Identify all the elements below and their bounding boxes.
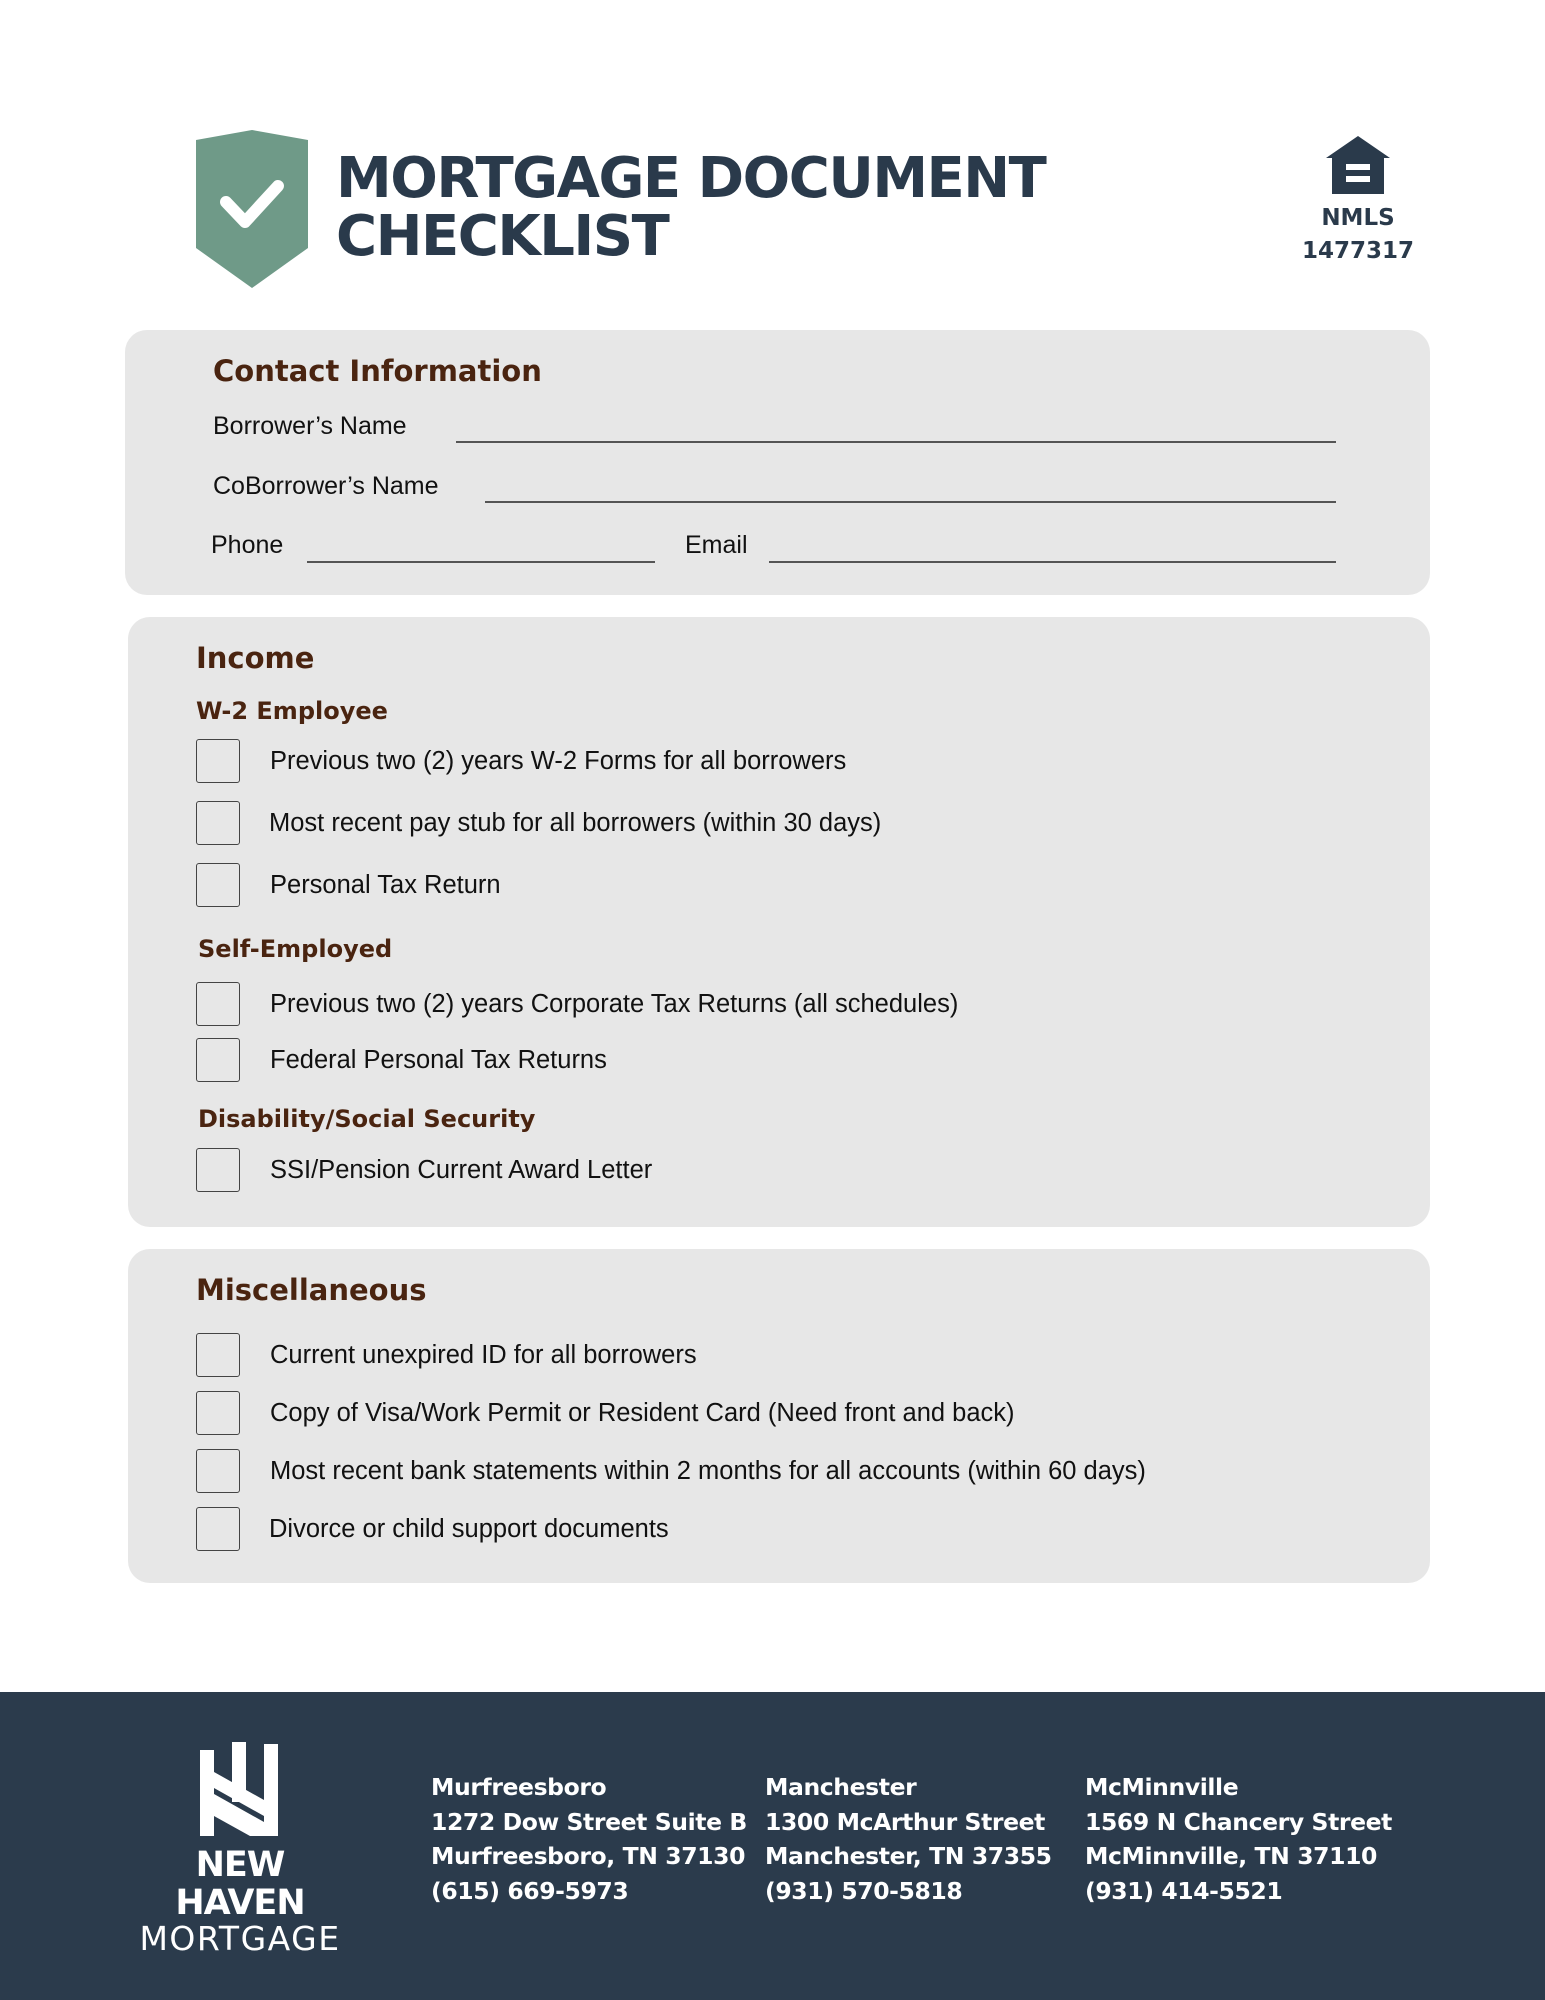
office-citystate: McMinnville, TN 37110 <box>1085 1842 1377 1870</box>
checklist-item-label: Copy of Visa/Work Permit or Resident Card (Need front and back) <box>270 1398 1015 1427</box>
checklist-item <box>196 1391 1015 1435</box>
miscellaneous-panel <box>128 1249 1430 1583</box>
checklist-item-label: Most recent pay stub for all borrowers (within 30 days) <box>269 808 882 837</box>
title-line-2: CHECKLIST <box>336 204 669 269</box>
office-citystate: Murfreesboro, TN 37130 <box>431 1842 746 1870</box>
miscellaneous-title: Miscellaneous <box>196 1273 427 1307</box>
office-street: 1272 Dow Street Suite B <box>431 1807 747 1836</box>
w2-employee-heading: W-2 Employee <box>196 697 388 725</box>
checklist-item <box>196 863 501 907</box>
contact-title: Contact Information <box>213 354 542 388</box>
office-phone: (615) 669-5973 <box>431 1876 629 1905</box>
disability-social-security-heading: Disability/Social Security <box>198 1105 536 1133</box>
coborrower-name-label: CoBorrower’s Name <box>213 472 439 500</box>
office-citystate: Manchester, TN 37355 <box>765 1842 1052 1870</box>
checklist-item <box>196 801 881 845</box>
office-manchester <box>765 1770 1052 1908</box>
nmls-label: NMLS <box>1321 205 1395 231</box>
office-city: Murfreesboro <box>431 1773 607 1801</box>
checkbox[interactable] <box>196 1038 240 1082</box>
checklist-item <box>196 1507 669 1551</box>
checklist-item <box>196 1148 652 1192</box>
checklist-item-label: Previous two (2) years W-2 Forms for all borrowers <box>270 746 847 775</box>
self-employed-heading: Self-Employed <box>198 935 393 963</box>
borrower-name-field[interactable] <box>456 441 1336 443</box>
shield-check-icon <box>196 130 308 288</box>
checklist-item-label: Divorce or child support documents <box>269 1514 669 1543</box>
email-field[interactable] <box>769 561 1336 563</box>
checklist-item-label: Current unexpired ID for all borrowers <box>270 1340 697 1369</box>
income-title: Income <box>196 641 315 675</box>
office-phone: (931) 414-5521 <box>1085 1876 1283 1905</box>
email-label: Email <box>685 531 748 559</box>
phone-field[interactable] <box>307 561 655 563</box>
coborrower-name-field[interactable] <box>485 501 1336 503</box>
house-icon <box>1326 136 1390 194</box>
phone-label: Phone <box>211 531 284 559</box>
office-city: Manchester <box>765 1773 917 1801</box>
checklist-item-label: Personal Tax Return <box>270 870 501 899</box>
income-panel <box>128 617 1430 1227</box>
checklist-item <box>196 982 958 1026</box>
office-mcminnville <box>1085 1770 1392 1908</box>
checkbox[interactable] <box>196 863 240 907</box>
brand-logo <box>130 1846 350 1956</box>
checklist-item <box>196 1449 1146 1493</box>
nmls-block <box>1296 136 1420 268</box>
borrower-name-label: Borrower’s Name <box>213 412 407 440</box>
checklist-item-label: Most recent bank statements within 2 months for all accounts (within 60 days) <box>270 1456 1146 1485</box>
checklist-item-label: SSI/Pension Current Award Letter <box>270 1155 653 1184</box>
office-street: 1569 N Chancery Street <box>1085 1807 1393 1836</box>
checklist-item <box>196 1038 607 1082</box>
checkbox[interactable] <box>196 1148 240 1192</box>
office-phone: (931) 570-5818 <box>765 1876 963 1905</box>
checklist-item <box>196 1333 697 1377</box>
title-line-1: MORTGAGE DOCUMENT <box>336 146 1046 211</box>
contact-panel <box>125 330 1430 595</box>
checklist-item-label: Federal Personal Tax Returns <box>270 1045 607 1074</box>
checkbox[interactable] <box>196 1449 240 1493</box>
checklist-item <box>196 739 846 783</box>
checkbox[interactable] <box>196 982 240 1026</box>
checkbox[interactable] <box>196 1507 240 1551</box>
checkbox[interactable] <box>196 1333 240 1377</box>
checkbox[interactable] <box>196 1391 240 1435</box>
page-title <box>336 146 1046 269</box>
brand-name: NEW HAVEN <box>175 1845 305 1923</box>
new-haven-logo-mark <box>196 1742 282 1838</box>
checklist-item-label: Previous two (2) years Corporate Tax Returns (all schedules) <box>270 989 959 1018</box>
office-street: 1300 McArthur Street <box>765 1807 1046 1836</box>
checkbox[interactable] <box>196 801 240 845</box>
brand-subtitle: MORTGAGE <box>139 1919 341 1958</box>
checkbox[interactable] <box>196 739 240 783</box>
office-murfreesboro <box>431 1770 747 1908</box>
office-city: McMinnville <box>1085 1773 1239 1801</box>
nmls-number: 1477317 <box>1301 238 1415 264</box>
